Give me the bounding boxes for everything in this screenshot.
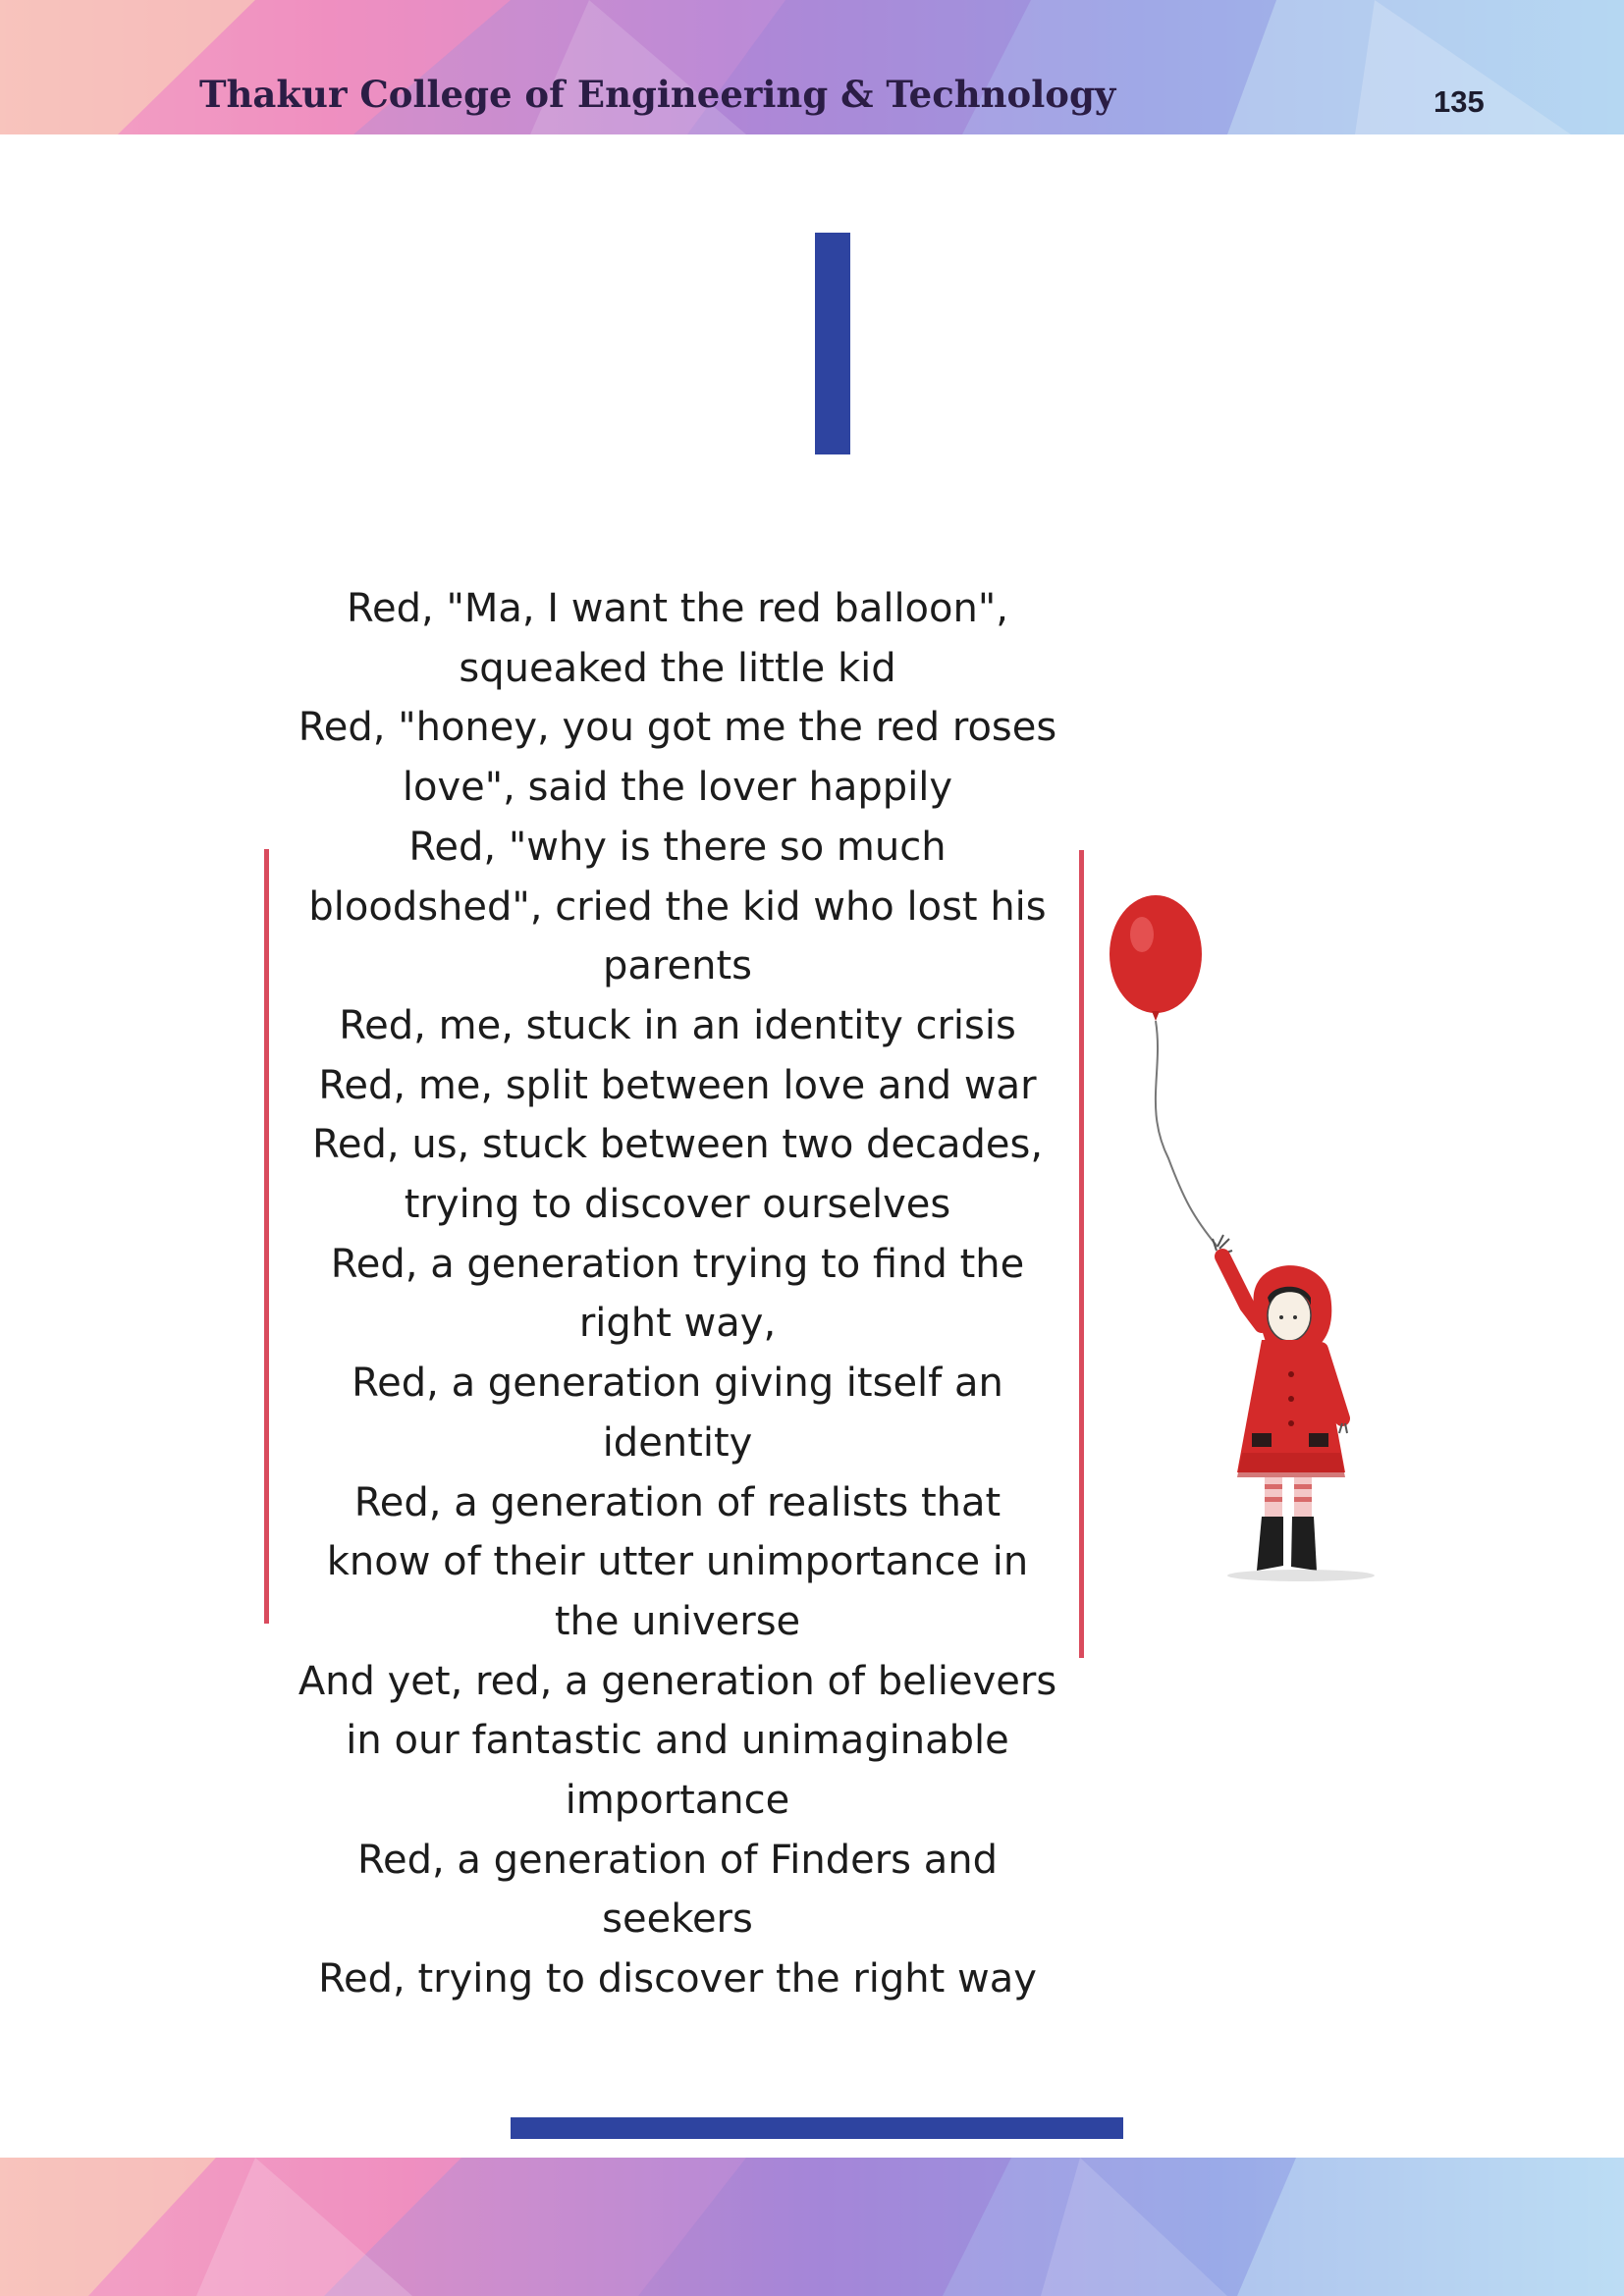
poem-line: in our fantastic and unimaginable <box>346 1718 1009 1764</box>
title-accent-bar <box>815 233 850 454</box>
right-accent-rule <box>1079 850 1084 1658</box>
red-balloon <box>1110 895 1202 1013</box>
balloon-string <box>1156 1021 1218 1247</box>
college-name: Thakur College of Engineering & Technology <box>199 73 1116 116</box>
page-number: 135 <box>1434 84 1485 119</box>
left-accent-rule <box>264 849 269 1624</box>
child-with-balloon-illustration <box>1085 844 1438 1590</box>
poem-line: know of their utter unimportance in <box>326 1539 1029 1585</box>
poem-line: Red, "why is there so much <box>408 824 947 870</box>
poem-line: Red, us, stuck between two decades, <box>311 1122 1044 1168</box>
poem-line: Red, a generation of Finders and <box>357 1837 998 1883</box>
poem-line: right way, <box>578 1301 777 1347</box>
poem-line: trying to discover ourselves <box>404 1182 951 1228</box>
poem-line: Red, "Ma, I want the red balloon", <box>347 586 1008 631</box>
poem-line: Red, trying to discover the right way <box>318 1956 1037 2002</box>
poem-line: And yet, red, a generation of believers <box>298 1658 1057 1704</box>
poem-line: Red, "honey, you got me the red roses <box>298 705 1057 751</box>
poem-line: squeaked the little kid <box>459 645 896 691</box>
poem-line: the universe <box>554 1598 801 1644</box>
bottom-accent-bar <box>511 2117 1123 2139</box>
poem-line: Red, a generation giving itself an <box>352 1361 1003 1407</box>
poem-line: Red, me, stuck in an identity crisis <box>339 1002 1016 1048</box>
poem-line: Red, me, split between love and war <box>318 1062 1037 1108</box>
poem-line: identity <box>602 1419 753 1466</box>
balloon-child-graphic <box>1085 844 1438 1590</box>
footer-banner <box>0 2158 1624 2296</box>
poem-line: bloodshed", cried the kid who lost his <box>308 883 1047 930</box>
poem-line: importance <box>565 1778 790 1824</box>
poem-line: parents <box>603 943 752 989</box>
poem-line: Red, a generation of realists that <box>353 1479 1001 1525</box>
poem-line: Red, a generation trying to find the <box>330 1241 1025 1287</box>
poem-body <box>285 579 1070 2009</box>
poem-line: seekers <box>602 1896 753 1943</box>
footer-banner-graphic <box>0 2158 1624 2296</box>
poem-line: love", said the lover happily <box>402 765 953 811</box>
